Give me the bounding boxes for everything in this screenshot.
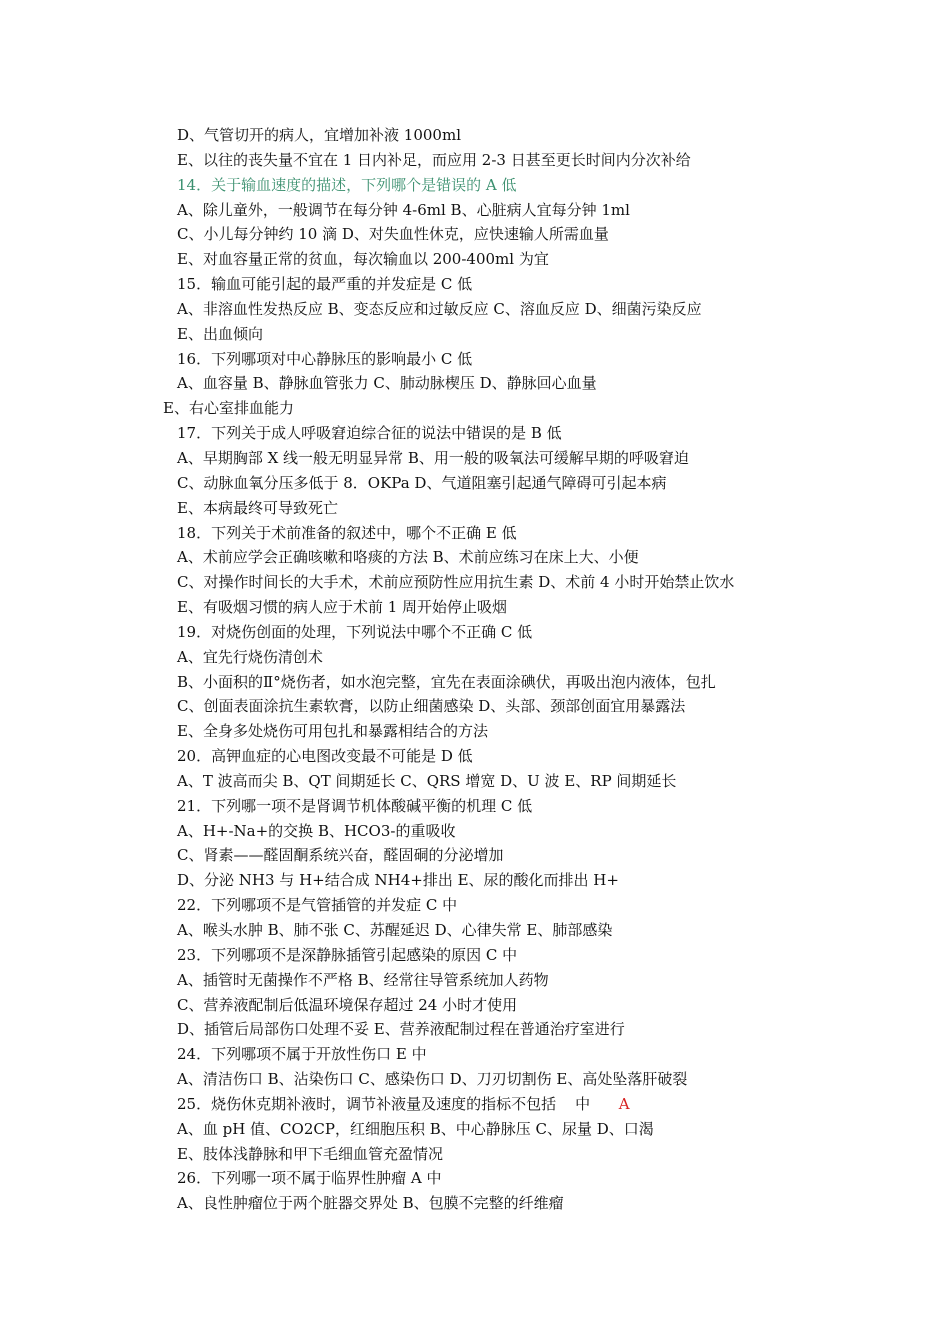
text-line-outdented: E、右心室排血能力 [163,399,294,418]
text-line: C、营养液配制后低温环境保存超过 24 小时才使用 [177,995,518,1014]
question-line: 17．下列关于成人呼吸窘迫综合征的说法中错误的是 B 低 [177,424,562,443]
text-line: C、小儿每分钟约 10 滴 D、对失血性休克，应快速输人所需血量 [177,225,609,244]
text-line: C、肾素——醛固酮系统兴奋，醛固硐的分泌增加 [177,846,504,865]
question-line: 20．高钾血症的心电图改变最不可能是 D 低 [177,747,473,766]
text-line: C、动脉血氧分压多低于 8．OKPa D、气道阻塞引起通气障碍可引起本病 [177,473,667,492]
question-line: 18．下列关于术前准备的叙述中，哪个不正确 E 低 [177,523,517,542]
question-line: 19．对烧伤创面的处理，下列说法中哪个不正确 C 低 [177,622,533,641]
text-line: E、全身多处烧伤可用包扎和暴露相结合的方法 [177,722,488,741]
text-line: C、创面表面涂抗生素软膏，以防止细菌感染 D、头部、颈部创面宜用暴露法 [177,697,686,716]
text-line: A、清洁伤口 B、沾染伤口 C、感染伤口 D、刀刃切割伤 E、高处坠落肝破裂 [177,1070,688,1089]
text-line: E、本病最终可导致死亡 [177,498,338,517]
question-line: 21．下列哪一项不是肾调节机体酸碱平衡的机理 C 低 [177,796,533,815]
text-line: A、术前应学会正确咳嗽和咯痰的方法 B、术前应练习在床上大、小便 [177,548,639,567]
question-line: 26．下列哪一项不属于临界性肿瘤 A 中 [177,1169,442,1188]
text-line: E、对血容量正常的贫血，每次输血以 200-400ml 为宜 [177,250,549,269]
text-line: A、早期胸部 X 线一般无明显异常 B、用一般的吸氧法可缓解早期的呼吸窘迫 [177,448,689,467]
text-line: E、以往的丧失量不宜在 1 日内补足，而应用 2-3 日甚至更长时间内分次补给 [177,150,691,169]
question-line-highlighted: 14．关于输血速度的描述，下列哪个是错误的 A 低 [177,175,517,194]
text-line: A、血 pH 值、CO2CP，红细胞压积 B、中心静脉压 C、尿量 D、口渴 [177,1119,654,1138]
text-line: A、宜先行烧伤清创术 [177,647,323,666]
text-line: D、插管后局部伤口处理不妥 E、营养液配制过程在普通治疗室进行 [177,1020,625,1039]
answer-letter-red: A [618,1094,630,1113]
question-line [0,1092,950,1117]
text-line: A、血容量 B、静脉血管张力 C、肺动脉楔压 D、静脉回心血量 [177,374,597,393]
text-line: B、小面积的Ⅱ°烧伤者，如水泡完整，宜先在表面涂碘伏，再吸出泡内液体，包扎 [177,672,716,691]
question-text: 25．烧伤休克期补液时，调节补液量及速度的指标不包括 中 [177,1094,619,1113]
text-line: D、气管切开的病人，宜增加补液 1000ml [177,126,461,144]
text-line: A、喉头水肿 B、肺不张 C、苏醒延迟 D、心律失常 E、肺部感染 [177,921,613,939]
question-line: 22．下列哪项不是气管插管的并发症 C 中 [177,896,458,915]
question-line: 16．下列哪项对中心静脉压的影响最小 C 低 [177,349,473,368]
text-line: A、插管时无菌操作不严格 B、经常往导管系统加人药物 [177,970,549,989]
question-line: 24．下列哪项不属于开放性伤口 E 中 [177,1045,427,1064]
text-line: D、分泌 NH3 与 H+结合成 NH4+排出 E、尿的酸化而排出 H+ [177,871,619,890]
text-line: A、除儿童外，一般调节在每分钟 4-6ml B、心脏病人宜每分钟 1ml [177,200,630,219]
text-line: A、非溶血性发热反应 B、变态反应和过敏反应 C、溶血反应 D、细菌污染反应 [177,299,702,318]
text-line: A、良性肿瘤位于两个脏器交界处 B、包膜不完整的纤维瘤 [177,1194,564,1213]
text-line: C、对操作时间长的大手术，术前应预防性应用抗生素 D、术前 4 小时开始禁止饮水 [177,573,735,592]
text-line: A、T 波高而尖 B、QT 间期延长 C、QRS 增宽 D、U 波 E、RP 间期延长 [177,771,677,790]
document-page [0,123,950,1216]
text-line: A、H+-Na+的交换 B、HCO3-的重吸收 [177,821,456,840]
question-line: 15．输血可能引起的最严重的并发症是 C 低 [177,275,473,294]
question-line: 23．下列哪项不是深静脉插管引起感染的原因 C 中 [177,945,518,964]
text-line: E、肢体浅静脉和甲下毛细血管充盈情况 [177,1144,443,1163]
text-line: E、出血倾向 [177,324,263,343]
text-line: E、有吸烟习惯的病人应于术前 1 周开始停止吸烟 [177,598,508,617]
